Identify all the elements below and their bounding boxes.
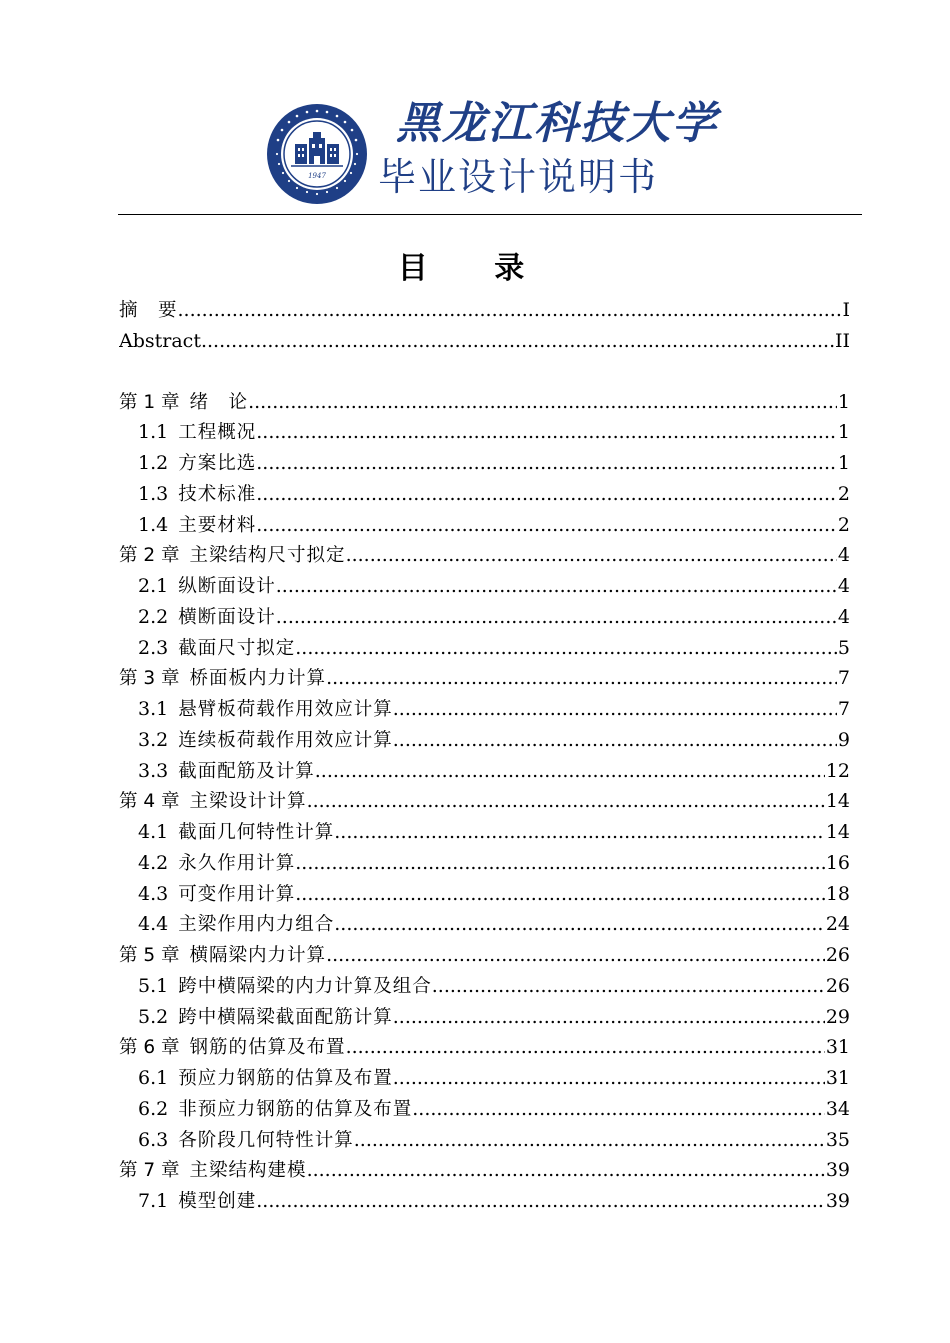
toc-label: 截面几何特性计算	[178, 822, 335, 843]
toc-page-number: 14	[825, 786, 850, 816]
toc-page-number: 26	[825, 940, 850, 970]
toc-page-number: 9	[837, 725, 850, 755]
toc-page-number: 4	[837, 540, 850, 570]
toc-page-number: 1	[837, 417, 850, 447]
toc-page-number: 1	[837, 387, 850, 417]
toc-number: 第 5 章	[119, 945, 180, 966]
toc-label: 钢筋的估算及布置	[189, 1037, 346, 1059]
toc-label: Abstract	[119, 329, 201, 352]
toc-page-number: 4	[837, 602, 850, 632]
toc-label: 主梁结构尺寸拟定	[189, 545, 346, 567]
toc-page-number: 7	[837, 663, 850, 693]
toc-section-row[interactable]	[119, 848, 850, 879]
toc-page-number: II	[834, 326, 850, 356]
toc-number: 6.1	[138, 1067, 169, 1089]
toc-label: 跨中横隔梁截面配筋计算	[178, 1006, 393, 1028]
toc-label: 横隔梁内力计算	[189, 945, 327, 966]
toc-label: 模型创建	[178, 1191, 257, 1212]
toc-section-row[interactable]	[119, 1002, 850, 1033]
toc-page-number: 34	[825, 1094, 850, 1124]
table-of-contents	[119, 295, 850, 1217]
toc-number: 5.2	[138, 1005, 169, 1028]
toc-section-row[interactable]	[119, 1125, 850, 1156]
toc-label: 截面尺寸拟定	[178, 637, 296, 659]
toc-number: 1.4	[138, 513, 169, 536]
toc-section-row[interactable]	[119, 725, 850, 756]
toc-number: 第 1 章	[119, 391, 180, 413]
toc-page-number: 16	[825, 848, 850, 878]
toc-number: 1.3	[138, 482, 169, 505]
toc-label: 主梁结构建模	[189, 1160, 307, 1182]
toc-label: 永久作用计算	[178, 852, 296, 874]
toc-label: 摘 要	[119, 300, 178, 321]
toc-page-number: 39	[825, 1186, 850, 1216]
toc-number: 第 2 章	[119, 545, 180, 567]
toc-number: 3.1	[138, 698, 169, 720]
document-header	[262, 96, 718, 211]
toc-label: 主梁作用内力组合	[178, 914, 335, 936]
toc-number: 4.2	[138, 851, 169, 874]
toc-number: 7.1	[138, 1190, 169, 1212]
toc-section-row[interactable]	[119, 694, 850, 725]
seal-year: 1947	[308, 172, 326, 180]
toc-label: 桥面板内力计算	[189, 668, 327, 690]
toc-page-number: 14	[825, 817, 850, 847]
toc-label: 非预应力钢筋的估算及布置	[178, 1098, 413, 1120]
toc-chapter-row[interactable]	[119, 940, 850, 971]
toc-page-number: 26	[825, 971, 850, 1001]
toc-section-row[interactable]	[119, 571, 850, 602]
university-name: 黑龙江科技大学	[396, 98, 718, 149]
toc-page-number: I	[841, 295, 850, 325]
toc-page-number: 7	[837, 694, 850, 724]
toc-number: 第 7 章	[119, 1160, 180, 1182]
toc-number: 1.1	[138, 421, 169, 444]
toc-number: 2.2	[138, 605, 169, 628]
document-title: 毕业设计说明书	[378, 155, 659, 199]
toc-label: 技术标准	[178, 483, 257, 505]
toc-page-number: 35	[825, 1125, 850, 1155]
toc-label: 预应力钢筋的估算及布置	[178, 1068, 393, 1089]
toc-number: 1.2	[138, 452, 169, 474]
toc-chapter-row[interactable]	[119, 540, 850, 571]
toc-label: 连续板荷载作用效应计算	[178, 729, 393, 751]
toc-label: 纵断面设计	[178, 576, 276, 597]
toc-page-number: 24	[825, 909, 850, 939]
toc-label: 方案比选	[178, 453, 257, 474]
toc-section-row[interactable]	[119, 1094, 850, 1125]
toc-section-row[interactable]	[119, 971, 850, 1002]
toc-page-number: 18	[825, 879, 850, 909]
toc-section-row[interactable]	[119, 1063, 850, 1094]
toc-number: 2.1	[138, 575, 169, 597]
toc-number: 4.3	[138, 882, 169, 905]
toc-number: 2.3	[138, 636, 169, 659]
toc-number: 5.1	[138, 974, 169, 997]
toc-row-abstract-en[interactable]	[119, 326, 850, 357]
header-divider	[118, 214, 862, 215]
toc-section-row[interactable]	[119, 479, 850, 510]
toc-page-number: 4	[837, 571, 850, 601]
toc-page-number: 5	[837, 633, 850, 663]
toc-chapter-row[interactable]	[119, 1155, 850, 1186]
toc-number: 6.2	[138, 1097, 169, 1120]
toc-section-row[interactable]	[119, 909, 850, 940]
toc-section-row[interactable]	[119, 1186, 850, 1217]
toc-row-abstract-cn[interactable]	[119, 295, 850, 326]
toc-label: 横断面设计	[178, 606, 276, 628]
toc-number: 4.1	[138, 821, 169, 843]
toc-page-number: 31	[825, 1032, 850, 1062]
university-seal-logo	[265, 102, 369, 206]
toc-label: 各阶段几何特性计算	[178, 1129, 354, 1151]
toc-section-row[interactable]	[119, 510, 850, 541]
toc-title: 目 录	[397, 251, 553, 286]
toc-label: 工程概况	[178, 422, 257, 444]
toc-section-row[interactable]	[119, 448, 850, 479]
toc-section-row[interactable]	[119, 602, 850, 633]
toc-section-row[interactable]	[119, 817, 850, 848]
toc-label: 主要材料	[178, 514, 257, 536]
toc-page-number: 29	[825, 1002, 850, 1032]
toc-label: 可变作用计算	[178, 883, 296, 905]
toc-label: 绪 论	[189, 391, 249, 413]
toc-chapter-row[interactable]	[119, 663, 850, 694]
toc-number: 第 3 章	[119, 668, 180, 690]
toc-label: 跨中横隔梁的内力计算及组合	[178, 975, 432, 997]
toc-number: 第 6 章	[119, 1037, 180, 1059]
toc-number: 第 4 章	[119, 791, 180, 813]
toc-chapter-row[interactable]	[119, 387, 850, 418]
toc-section-row[interactable]	[119, 633, 850, 664]
toc-page-number: 2	[837, 510, 850, 540]
toc-section-row[interactable]	[119, 417, 850, 448]
toc-chapter-row[interactable]	[119, 786, 850, 817]
toc-page-number: 39	[825, 1155, 850, 1185]
toc-page-number: 1	[837, 448, 850, 478]
toc-label: 截面配筋及计算	[178, 760, 315, 782]
toc-page-number: 2	[837, 479, 850, 509]
toc-number: 3.2	[138, 728, 169, 751]
toc-number: 6.3	[138, 1128, 169, 1151]
toc-section-row[interactable]	[119, 756, 850, 787]
toc-page-number: 12	[825, 756, 850, 786]
toc-number: 3.3	[138, 759, 169, 782]
toc-page-number: 31	[825, 1063, 850, 1093]
toc-label: 主梁设计计算	[189, 791, 307, 813]
toc-section-row[interactable]	[119, 879, 850, 910]
toc-number: 4.4	[138, 913, 169, 936]
toc-chapter-row[interactable]	[119, 1032, 850, 1063]
toc-label: 悬臂板荷载作用效应计算	[178, 699, 393, 720]
